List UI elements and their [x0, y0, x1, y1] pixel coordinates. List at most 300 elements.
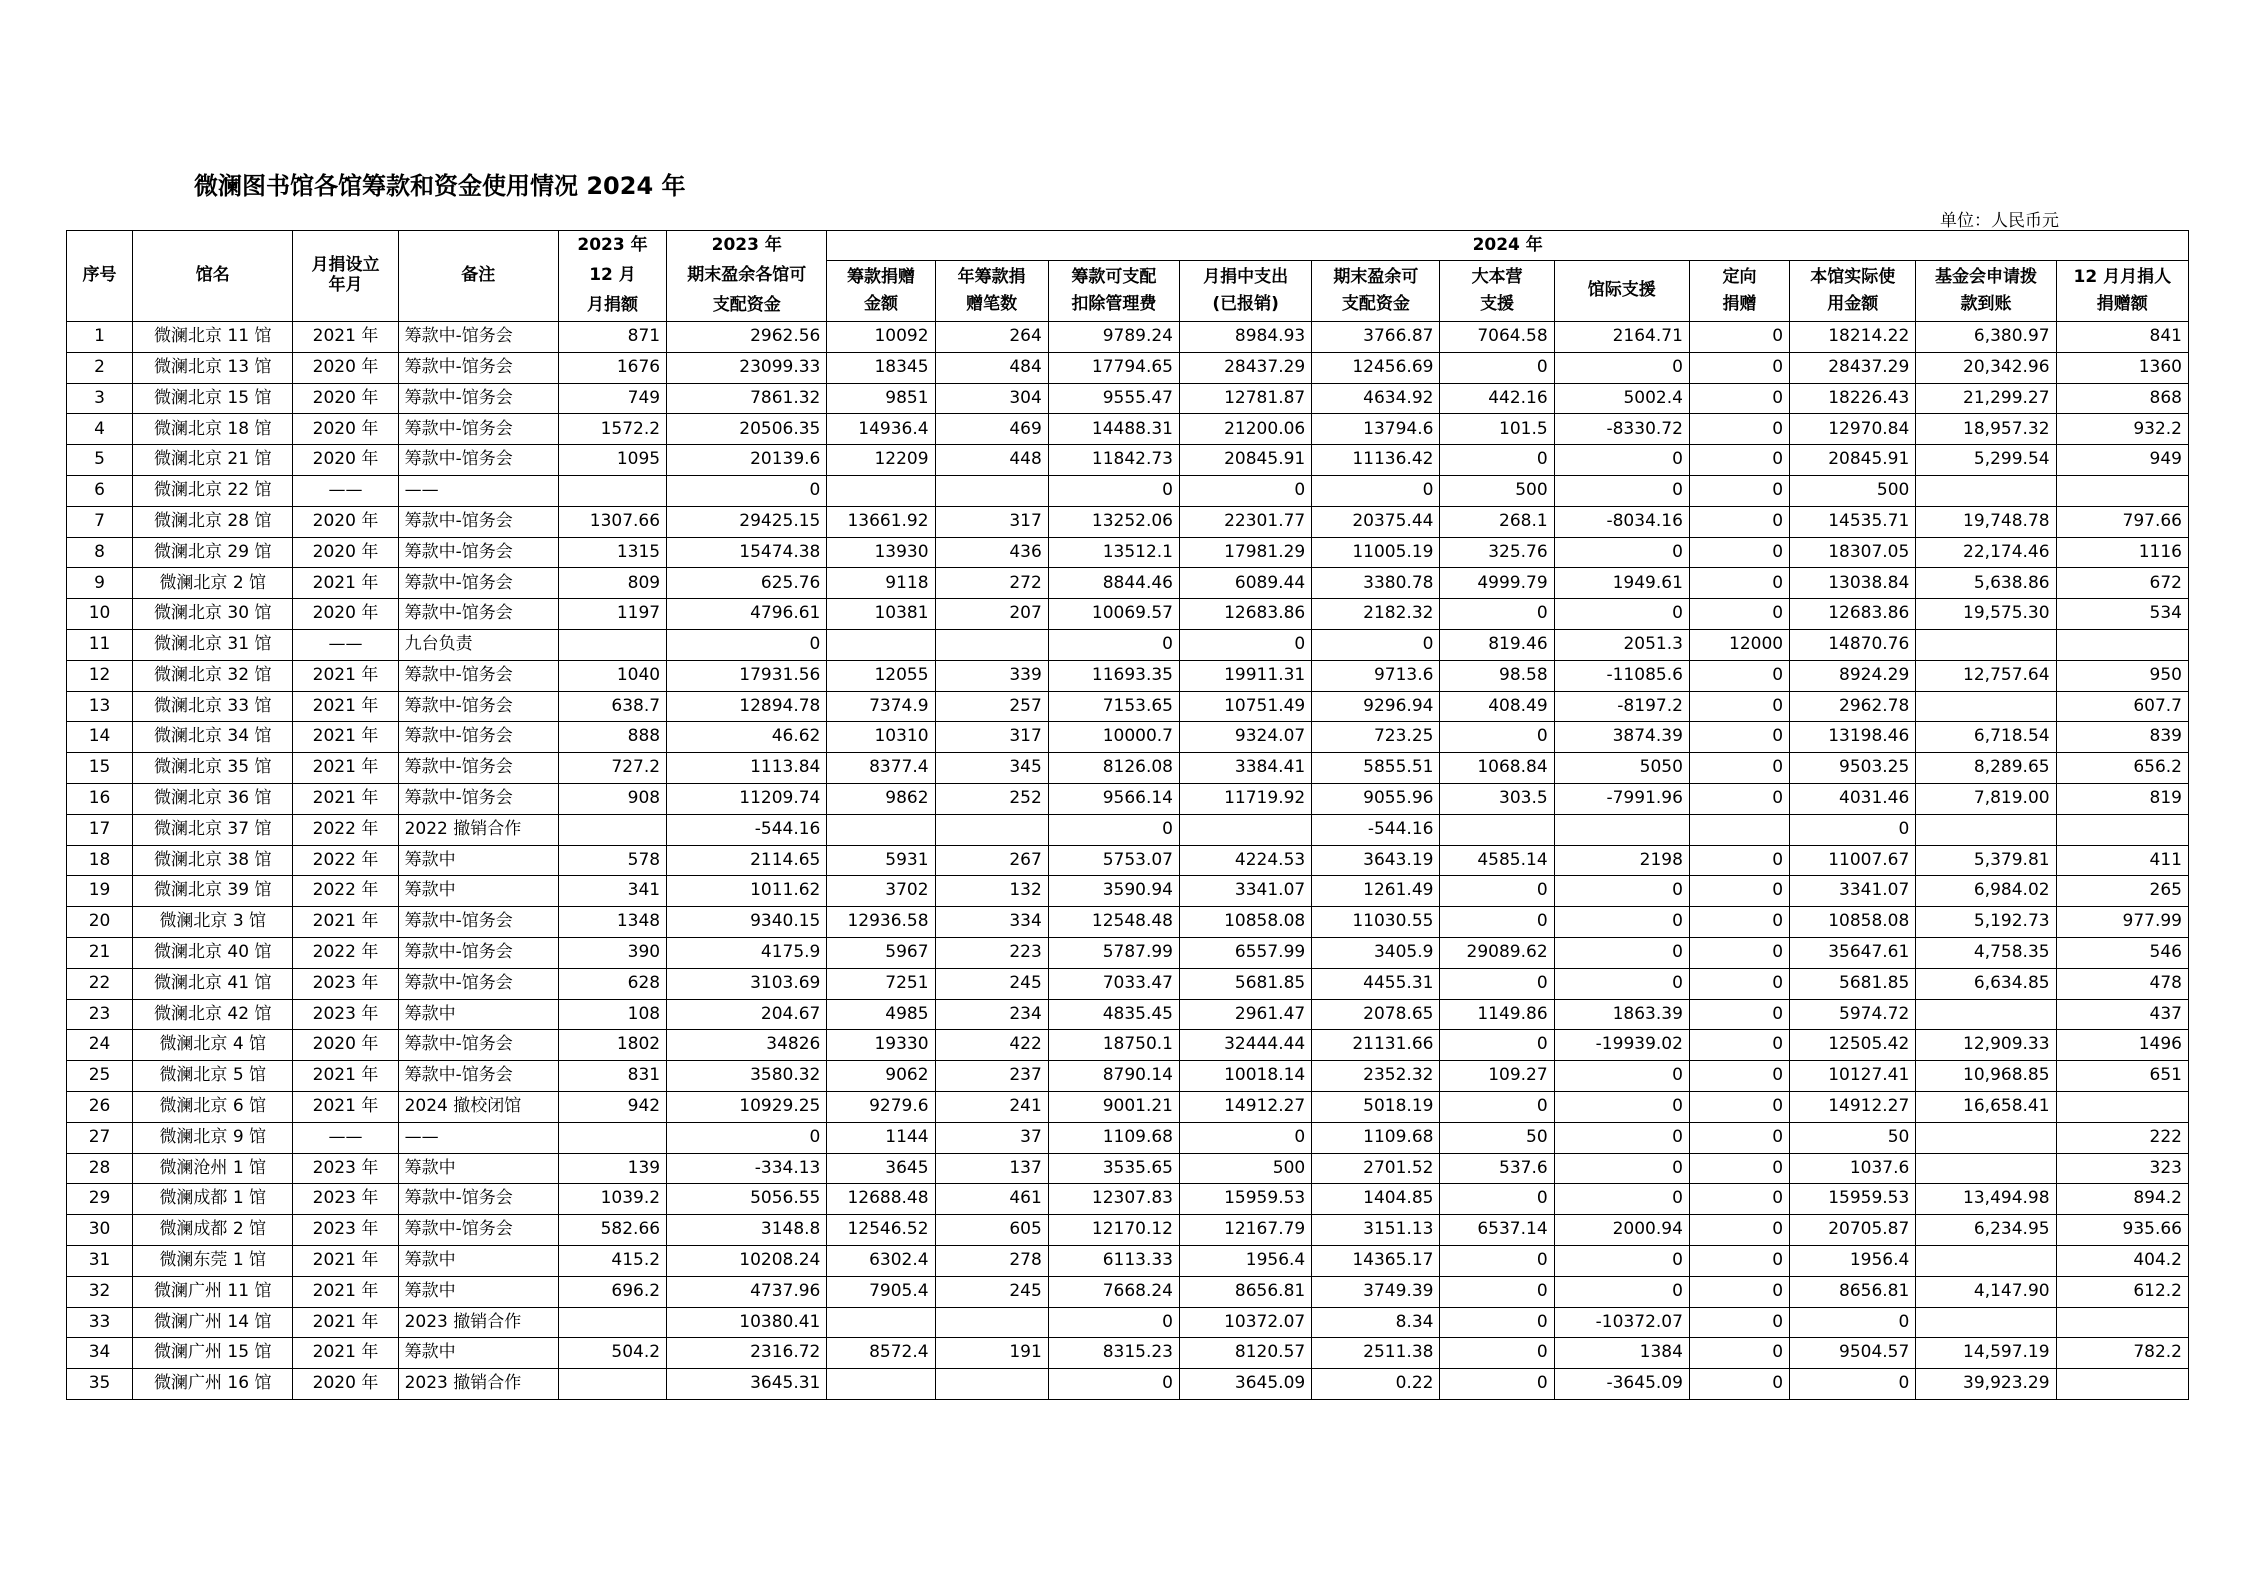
table-cell: 筹款中-馆务会 — [398, 722, 558, 753]
table-cell: 749 — [558, 383, 666, 414]
table-row — [67, 445, 2189, 476]
table-cell: 672 — [2056, 568, 2188, 599]
table-cell: 微澜北京 11 馆 — [133, 322, 293, 353]
table-cell: 797.66 — [2056, 506, 2188, 537]
table-cell: 13,494.98 — [1916, 1184, 2056, 1215]
header-2024-col-8: 定向 捐赠 — [1689, 261, 1789, 322]
table-cell: 0 — [1689, 753, 1789, 784]
table-cell: 437 — [2056, 999, 2188, 1030]
table-cell: 656.2 — [2056, 753, 2188, 784]
table-cell: 20845.91 — [1180, 445, 1312, 476]
table-cell: 5967 — [827, 937, 935, 968]
table-cell: 1109.68 — [1312, 1122, 1440, 1153]
table-cell: 7905.4 — [827, 1276, 935, 1307]
table-cell: 4031.46 — [1790, 783, 1916, 814]
table-cell: 微澜北京 41 馆 — [133, 968, 293, 999]
table-cell: 0 — [1048, 475, 1179, 506]
table-cell: 3766.87 — [1312, 322, 1440, 353]
table-cell: 932.2 — [2056, 414, 2188, 445]
table-cell — [558, 1307, 666, 1338]
table-cell: 2182.32 — [1312, 599, 1440, 630]
table-cell: 微澜北京 15 馆 — [133, 383, 293, 414]
table-cell: 5753.07 — [1048, 845, 1179, 876]
table-cell: 18750.1 — [1048, 1030, 1179, 1061]
table-cell: 8844.46 — [1048, 568, 1179, 599]
table-cell: 筹款中 — [398, 845, 558, 876]
table-cell: 12505.42 — [1790, 1030, 1916, 1061]
table-cell: 537.6 — [1440, 1153, 1554, 1184]
table-cell: 819.46 — [1440, 629, 1554, 660]
table-cell: 10092 — [827, 322, 935, 353]
table-cell: 28437.29 — [1790, 352, 1916, 383]
table-cell: 50 — [1790, 1122, 1916, 1153]
table-cell: 0 — [1554, 1091, 1689, 1122]
table-cell: 2021 年 — [293, 1061, 398, 1092]
table-cell: 0 — [667, 475, 827, 506]
table-cell — [1916, 1122, 2056, 1153]
table-cell: 5056.55 — [667, 1184, 827, 1215]
table-row — [67, 475, 2189, 506]
table-cell: 0 — [1689, 1276, 1789, 1307]
table-cell: 0 — [1312, 475, 1440, 506]
table-cell: 5681.85 — [1790, 968, 1916, 999]
table-cell: 1315 — [558, 537, 666, 568]
table-cell: 11842.73 — [1048, 445, 1179, 476]
table-cell: 19,748.78 — [1916, 506, 2056, 537]
table-cell: 0 — [1689, 445, 1789, 476]
table-cell: 264 — [935, 322, 1048, 353]
table-cell: 34 — [67, 1338, 133, 1369]
table-cell: 5 — [67, 445, 133, 476]
table-cell: 341 — [558, 876, 666, 907]
table-cell: 2021 年 — [293, 1276, 398, 1307]
table-cell: 8984.93 — [1180, 322, 1312, 353]
table-row — [67, 1153, 2189, 1184]
table-cell: 微澜北京 4 馆 — [133, 1030, 293, 1061]
table-cell: 2022 年 — [293, 845, 398, 876]
table-cell: 筹款中-馆务会 — [398, 322, 558, 353]
table-cell: 204.67 — [667, 999, 827, 1030]
table-cell: 12,909.33 — [1916, 1030, 2056, 1061]
table-cell: 14 — [67, 722, 133, 753]
table-cell: 4455.31 — [1312, 968, 1440, 999]
table-cell: 筹款中-馆务会 — [398, 383, 558, 414]
table-cell: 1 — [67, 322, 133, 353]
table-cell: 612.2 — [2056, 1276, 2188, 1307]
table-cell: 34826 — [667, 1030, 827, 1061]
table-cell: 14488.31 — [1048, 414, 1179, 445]
table-cell: 9566.14 — [1048, 783, 1179, 814]
table-cell: 1144 — [827, 1122, 935, 1153]
table-cell — [827, 629, 935, 660]
table-cell: 8656.81 — [1180, 1276, 1312, 1307]
table-cell: 11007.67 — [1790, 845, 1916, 876]
table-cell: 10929.25 — [667, 1091, 827, 1122]
table-cell: 19 — [67, 876, 133, 907]
table-cell — [1916, 814, 2056, 845]
table-row — [67, 876, 2189, 907]
table-cell: 2023 年 — [293, 1153, 398, 1184]
table-cell — [2056, 1091, 2188, 1122]
table-cell: 筹款中-馆务会 — [398, 537, 558, 568]
table-cell: 3341.07 — [1790, 876, 1916, 907]
table-cell: 2021 年 — [293, 1307, 398, 1338]
table-cell: 15474.38 — [667, 537, 827, 568]
table-cell: 微澜北京 6 馆 — [133, 1091, 293, 1122]
table-cell: 317 — [935, 722, 1048, 753]
table-cell: 534 — [2056, 599, 2188, 630]
table-cell: 筹款中-馆务会 — [398, 691, 558, 722]
table-cell: 微澜北京 22 馆 — [133, 475, 293, 506]
table-cell: 0 — [1554, 537, 1689, 568]
table-cell: 0 — [1689, 783, 1789, 814]
table-cell: 2701.52 — [1312, 1153, 1440, 1184]
table-cell: 4175.9 — [667, 937, 827, 968]
table-row — [67, 383, 2189, 414]
table-cell: 7153.65 — [1048, 691, 1179, 722]
table-cell: 18214.22 — [1790, 322, 1916, 353]
table-cell: 13038.84 — [1790, 568, 1916, 599]
table-cell: 317 — [935, 506, 1048, 537]
table-cell: 8572.4 — [827, 1338, 935, 1369]
table-cell: 筹款中-馆务会 — [398, 968, 558, 999]
table-cell: 18 — [67, 845, 133, 876]
table-cell: 2020 年 — [293, 1369, 398, 1400]
table-cell: 8790.14 — [1048, 1061, 1179, 1092]
table-cell: 1039.2 — [558, 1184, 666, 1215]
table-row — [67, 814, 2189, 845]
table-cell: 0 — [1689, 1122, 1789, 1153]
table-cell: 2020 年 — [293, 537, 398, 568]
table-cell: 334 — [935, 907, 1048, 938]
table-cell: 5974.72 — [1790, 999, 1916, 1030]
table-cell: 782.2 — [2056, 1338, 2188, 1369]
table-cell: 2021 年 — [293, 322, 398, 353]
table-cell: 微澜北京 38 馆 — [133, 845, 293, 876]
table-cell: 2078.65 — [1312, 999, 1440, 1030]
table-cell: 3645.09 — [1180, 1369, 1312, 1400]
table-cell: 6557.99 — [1180, 937, 1312, 968]
table-cell: 0 — [1440, 1276, 1554, 1307]
table-cell: 10380.41 — [667, 1307, 827, 1338]
table-cell: 0 — [1048, 629, 1179, 660]
table-cell — [935, 814, 1048, 845]
table-cell: 14936.4 — [827, 414, 935, 445]
header-seq: 序号 — [67, 231, 133, 322]
table-cell: 9862 — [827, 783, 935, 814]
table-cell: 9279.6 — [827, 1091, 935, 1122]
table-cell: 5,379.81 — [1916, 845, 2056, 876]
table-cell: 265 — [2056, 876, 2188, 907]
table-cell: 12894.78 — [667, 691, 827, 722]
table-cell: 504.2 — [558, 1338, 666, 1369]
table-cell: 139 — [558, 1153, 666, 1184]
table-row — [67, 907, 2189, 938]
table-cell: 31 — [67, 1245, 133, 1276]
table-cell: 筹款中-馆务会 — [398, 1030, 558, 1061]
table-cell: 2022 撤销合作 — [398, 814, 558, 845]
table-cell: 3535.65 — [1048, 1153, 1179, 1184]
table-row — [67, 1030, 2189, 1061]
header-2024-col-9: 本馆实际使 用金额 — [1790, 261, 1916, 322]
table-cell: 筹款中-馆务会 — [398, 414, 558, 445]
table-cell: 436 — [935, 537, 1048, 568]
table-cell: 10310 — [827, 722, 935, 753]
table-cell: 17931.56 — [667, 660, 827, 691]
table-cell: 3 — [67, 383, 133, 414]
table-cell: 0 — [1554, 599, 1689, 630]
table-cell: 0 — [1689, 845, 1789, 876]
table-cell: -11085.6 — [1554, 660, 1689, 691]
table-cell: 0 — [1440, 1307, 1554, 1338]
table-cell: 微澜沧州 1 馆 — [133, 1153, 293, 1184]
table-cell: 14912.27 — [1790, 1091, 1916, 1122]
table-cell: 1802 — [558, 1030, 666, 1061]
table-cell: 微澜北京 9 馆 — [133, 1122, 293, 1153]
table-cell: 13930 — [827, 537, 935, 568]
table-cell: -544.16 — [667, 814, 827, 845]
table-cell: 0 — [1440, 907, 1554, 938]
table-cell: 32444.44 — [1180, 1030, 1312, 1061]
table-cell: 0 — [1554, 475, 1689, 506]
table-cell: -544.16 — [1312, 814, 1440, 845]
table-cell: 469 — [935, 414, 1048, 445]
table-cell: 21131.66 — [1312, 1030, 1440, 1061]
table-cell: 2021 年 — [293, 1091, 398, 1122]
table-cell: 2023 年 — [293, 1215, 398, 1246]
header-dec2023: 2023 年 12 月 月捐额 — [558, 231, 666, 322]
table-cell: 0 — [667, 629, 827, 660]
table-cell: 0 — [1689, 1338, 1789, 1369]
table-cell: 442.16 — [1440, 383, 1554, 414]
table-cell: 0.22 — [1312, 1369, 1440, 1400]
table-cell — [558, 814, 666, 845]
table-cell: 24 — [67, 1030, 133, 1061]
table-row — [67, 506, 2189, 537]
table-cell: 10208.24 — [667, 1245, 827, 1276]
table-cell: 12170.12 — [1048, 1215, 1179, 1246]
table-cell: 0 — [1689, 322, 1789, 353]
table-cell: 2020 年 — [293, 383, 398, 414]
table-row — [67, 537, 2189, 568]
table-cell: 9713.6 — [1312, 660, 1440, 691]
table-cell: 404.2 — [2056, 1245, 2188, 1276]
table-cell: 12307.83 — [1048, 1184, 1179, 1215]
table-cell: 345 — [935, 753, 1048, 784]
table-cell: 422 — [935, 1030, 1048, 1061]
table-cell: 6537.14 — [1440, 1215, 1554, 1246]
table-cell: 10000.7 — [1048, 722, 1179, 753]
table-cell: 筹款中-馆务会 — [398, 445, 558, 476]
table-cell: 839 — [2056, 722, 2188, 753]
table-cell: 0 — [1689, 1030, 1789, 1061]
table-cell: 109.27 — [1440, 1061, 1554, 1092]
table-cell — [1689, 814, 1789, 845]
table-cell — [935, 475, 1048, 506]
table-cell: 448 — [935, 445, 1048, 476]
table-cell: —— — [398, 1122, 558, 1153]
table-cell: 1572.2 — [558, 414, 666, 445]
table-cell: 10018.14 — [1180, 1061, 1312, 1092]
table-cell: 微澜成都 2 馆 — [133, 1215, 293, 1246]
table-cell: 0 — [1048, 1307, 1179, 1338]
table-cell: 3384.41 — [1180, 753, 1312, 784]
table-cell: 8924.29 — [1790, 660, 1916, 691]
table-cell: 28437.29 — [1180, 352, 1312, 383]
table-cell: 1496 — [2056, 1030, 2188, 1061]
table-cell: 筹款中-馆务会 — [398, 1184, 558, 1215]
table-cell: 20506.35 — [667, 414, 827, 445]
table-cell: 筹款中-馆务会 — [398, 660, 558, 691]
table-cell: 1360 — [2056, 352, 2188, 383]
table-cell: 2024 撤校闭馆 — [398, 1091, 558, 1122]
table-cell: 1040 — [558, 660, 666, 691]
table-cell: 13252.06 — [1048, 506, 1179, 537]
table-cell: 628 — [558, 968, 666, 999]
table-cell: 4585.14 — [1440, 845, 1554, 876]
table-cell: 9 — [67, 568, 133, 599]
table-cell: 2023 撤销合作 — [398, 1369, 558, 1400]
table-cell: 9001.21 — [1048, 1091, 1179, 1122]
table-cell: 0 — [1554, 352, 1689, 383]
table-cell: 2023 撤销合作 — [398, 1307, 558, 1338]
table-cell: 1676 — [558, 352, 666, 383]
table-cell: 1384 — [1554, 1338, 1689, 1369]
table-cell: 841 — [2056, 322, 2188, 353]
table-cell: 21200.06 — [1180, 414, 1312, 445]
table-cell: —— — [293, 1122, 398, 1153]
table-cell: 871 — [558, 322, 666, 353]
table-cell: 22301.77 — [1180, 506, 1312, 537]
header-2024-col-4: 月捐中支出 (已报销) — [1180, 261, 1312, 322]
table-cell: 21,299.27 — [1916, 383, 2056, 414]
table-cell: 1956.4 — [1180, 1245, 1312, 1276]
table-cell: 11209.74 — [667, 783, 827, 814]
table-cell: 0 — [1440, 352, 1554, 383]
table-cell: 0 — [1554, 968, 1689, 999]
table-cell: 筹款中 — [398, 1338, 558, 1369]
table-cell: 6302.4 — [827, 1245, 935, 1276]
table-cell: 0 — [1689, 691, 1789, 722]
table-cell — [2056, 1369, 2188, 1400]
table-cell: 筹款中 — [398, 1276, 558, 1307]
table-cell: 0 — [1689, 937, 1789, 968]
table-cell: —— — [398, 475, 558, 506]
table-cell: 筹款中-馆务会 — [398, 753, 558, 784]
table-cell: 98.58 — [1440, 660, 1554, 691]
table-cell: 0 — [1689, 722, 1789, 753]
table-cell — [1916, 629, 2056, 660]
header-2024: 2024 年 — [827, 231, 2189, 261]
table-row — [67, 1091, 2189, 1122]
table-cell: 546 — [2056, 937, 2188, 968]
table-row — [67, 783, 2189, 814]
table-cell: 0 — [1554, 937, 1689, 968]
table-row — [67, 1245, 2189, 1276]
table-cell: 0 — [1554, 1245, 1689, 1276]
table-cell: 15959.53 — [1180, 1184, 1312, 1215]
table-cell: 筹款中-馆务会 — [398, 599, 558, 630]
table-cell: 0 — [1440, 445, 1554, 476]
table-cell: 微澜北京 2 馆 — [133, 568, 293, 599]
table-row — [67, 937, 2189, 968]
table-cell: 2114.65 — [667, 845, 827, 876]
table-cell: 5931 — [827, 845, 935, 876]
table-cell: 6 — [67, 475, 133, 506]
table-cell: 2021 年 — [293, 1338, 398, 1369]
table-cell: 微澜北京 30 馆 — [133, 599, 293, 630]
table-cell: 461 — [935, 1184, 1048, 1215]
table-cell: 2022 年 — [293, 876, 398, 907]
table-cell: 13661.92 — [827, 506, 935, 537]
table-cell: 筹款中 — [398, 876, 558, 907]
table-cell: 12167.79 — [1180, 1215, 1312, 1246]
table-cell: 500 — [1440, 475, 1554, 506]
table-cell: 0 — [1689, 1061, 1789, 1092]
table-row — [67, 599, 2189, 630]
page-title: 微澜图书馆各馆筹款和资金使用情况 2024 年 — [194, 172, 686, 200]
table-cell — [1916, 999, 2056, 1030]
table-cell: 微澜北京 36 馆 — [133, 783, 293, 814]
table-cell: -19939.02 — [1554, 1030, 1689, 1061]
table-cell: 12209 — [827, 445, 935, 476]
table-cell: 0 — [1689, 506, 1789, 537]
table-row — [67, 999, 2189, 1030]
table-cell: 0 — [1554, 1122, 1689, 1153]
table-cell: 10381 — [827, 599, 935, 630]
table-cell: 9555.47 — [1048, 383, 1179, 414]
table-cell: 13512.1 — [1048, 537, 1179, 568]
table-cell: 9789.24 — [1048, 322, 1179, 353]
table-cell: 筹款中-馆务会 — [398, 352, 558, 383]
table-cell: 30 — [67, 1215, 133, 1246]
table-cell: 0 — [1440, 1184, 1554, 1215]
table-cell: 10 — [67, 599, 133, 630]
table-cell: 4985 — [827, 999, 935, 1030]
table-row — [67, 1307, 2189, 1338]
table-cell: 4634.92 — [1312, 383, 1440, 414]
table-cell: 638.7 — [558, 691, 666, 722]
table-cell: 5681.85 — [1180, 968, 1312, 999]
table-cell: 19330 — [827, 1030, 935, 1061]
table-cell: 7668.24 — [1048, 1276, 1179, 1307]
table-cell: 582.66 — [558, 1215, 666, 1246]
table-cell: 1863.39 — [1554, 999, 1689, 1030]
table-cell: 1095 — [558, 445, 666, 476]
table-cell: 484 — [935, 352, 1048, 383]
table-cell: 0 — [1689, 1153, 1789, 1184]
table-cell: 2020 年 — [293, 599, 398, 630]
table-cell: 13 — [67, 691, 133, 722]
table-cell: 0 — [1554, 1184, 1689, 1215]
table-cell — [827, 814, 935, 845]
table-cell: 267 — [935, 845, 1048, 876]
table-cell: 2000.94 — [1554, 1215, 1689, 1246]
table-cell: 10127.41 — [1790, 1061, 1916, 1092]
table-cell: 723.25 — [1312, 722, 1440, 753]
table-cell: 0 — [1689, 876, 1789, 907]
table-cell: 8315.23 — [1048, 1338, 1179, 1369]
table-cell: 894.2 — [2056, 1184, 2188, 1215]
unit-label: 单位：人民币元 — [1940, 211, 2059, 231]
table-cell: 微澜北京 18 馆 — [133, 414, 293, 445]
header-year: 月捐设立 年月 — [293, 231, 398, 322]
table-cell: 微澜广州 16 馆 — [133, 1369, 293, 1400]
table-cell: 1197 — [558, 599, 666, 630]
table-cell: 323 — [2056, 1153, 2188, 1184]
table-cell: 0 — [1689, 1215, 1789, 1246]
table-cell: 筹款中-馆务会 — [398, 937, 558, 968]
